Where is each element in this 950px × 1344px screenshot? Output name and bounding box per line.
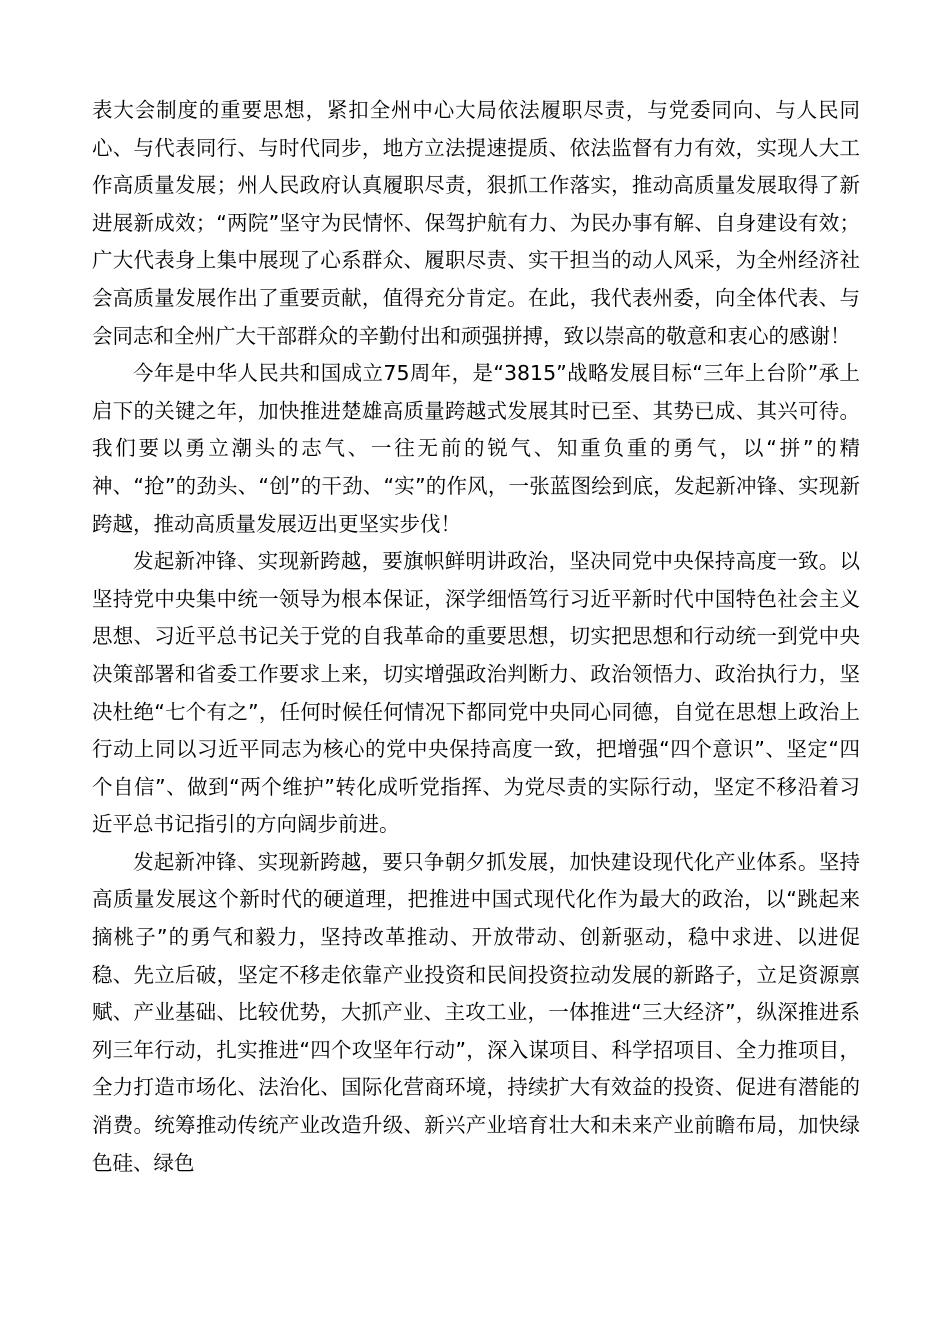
document-page <box>92 92 860 1182</box>
paragraph-anniversary-year: 今年是中华人民共和国成立75周年，是“3815”战略发展目标“三年上台阶”承上启下的关键之年，加快推进楚雄高质量跨越式发展其时已至、其势已成、其兴可待。我们要以勇立潮头的志气、一往无前的锐气、知重负重的勇气，以“拼”的精神、“抢”的劲头、“创”的干劲、“实”的作风，一张蓝图绘到底，发起新冲锋、实现新跨越，推动高质量发展迈出更坚实步伐！ <box>92 361 860 536</box>
paragraph-development: 发起新冲锋、实现新跨越，要只争朝夕抓发展，加快建设现代化产业体系。坚持高质量发展这个新时代的硬道理，把推进中国式现代化作为最大的政治，以“跳起来摘桃子”的勇气和毅力，坚持改革推动、开放带动、创新驱动，稳中求进、以进促稳、先立后破，坚定不移走依靠产业投资和民间投资拉动发展的新路子，立足资源禀赋、产业基础、比较优势，大抓产业、主攻工业，一体推进“三大经济”，纵深推进系列三年行动，扎实推进“四个攻坚年行动”，深入谋项目、科学招项目、全力推项目，全力打造市场化、法治化、国际化营商环境，持续扩大有效益的投资、促进有潜能的消费。统筹推动传统产业改造升级、新兴产业培育壮大和未来产业前瞻布局，加快绿色硅、绿色 <box>92 849 860 1175</box>
paragraph-politics: 发起新冲锋、实现新跨越，要旗帜鲜明讲政治，坚决同党中央保持高度一致。以坚持党中央集中统一领导为根本保证，深学细悟笃行习近平新时代中国特色社会主义思想、习近平总书记关于党的自我革命的重要思想，切实把思想和行动统一到党中央决策部署和省委工作要求上来，切实增强政治判断力、政治领悟力、政治执行力，坚决杜绝“七个有之”，任何时候任何情况下都同党中央同心同德，自觉在思想上政治上行动上同以习近平同志为核心的党中央保持高度一致，把增强“四个意识”、坚定“四个自信”、做到“两个维护”转化成听党指挥、为党尽责的实际行动，坚定不移沿着习近平总书记指引的方向阔步前进。 <box>92 549 860 837</box>
paragraph-continuation: 表大会制度的重要思想，紧扣全州中心大局依法履职尽责，与党委同向、与人民同心、与代表同行、与时代同步，地方立法提速提质、依法监督有力有效，实现人大工作高质量发展；州人民政府认真履职尽责，狠抓工作落实，推动高质量发展取得了新进展新成效；“两院”坚守为民情怀、保驾护航有力、为民办事有解、自身建设有效；广大代表身上集中展现了心系群众、履职尽责、实干担当的动人风采，为全州经济社会高质量发展作出了重要贡献，值得充分肯定。在此，我代表州委，向全体代表、与会同志和全州广大干部群众的辛勤付出和顽强拼搏，致以崇高的敬意和衷心的感谢！ <box>92 98 860 348</box>
